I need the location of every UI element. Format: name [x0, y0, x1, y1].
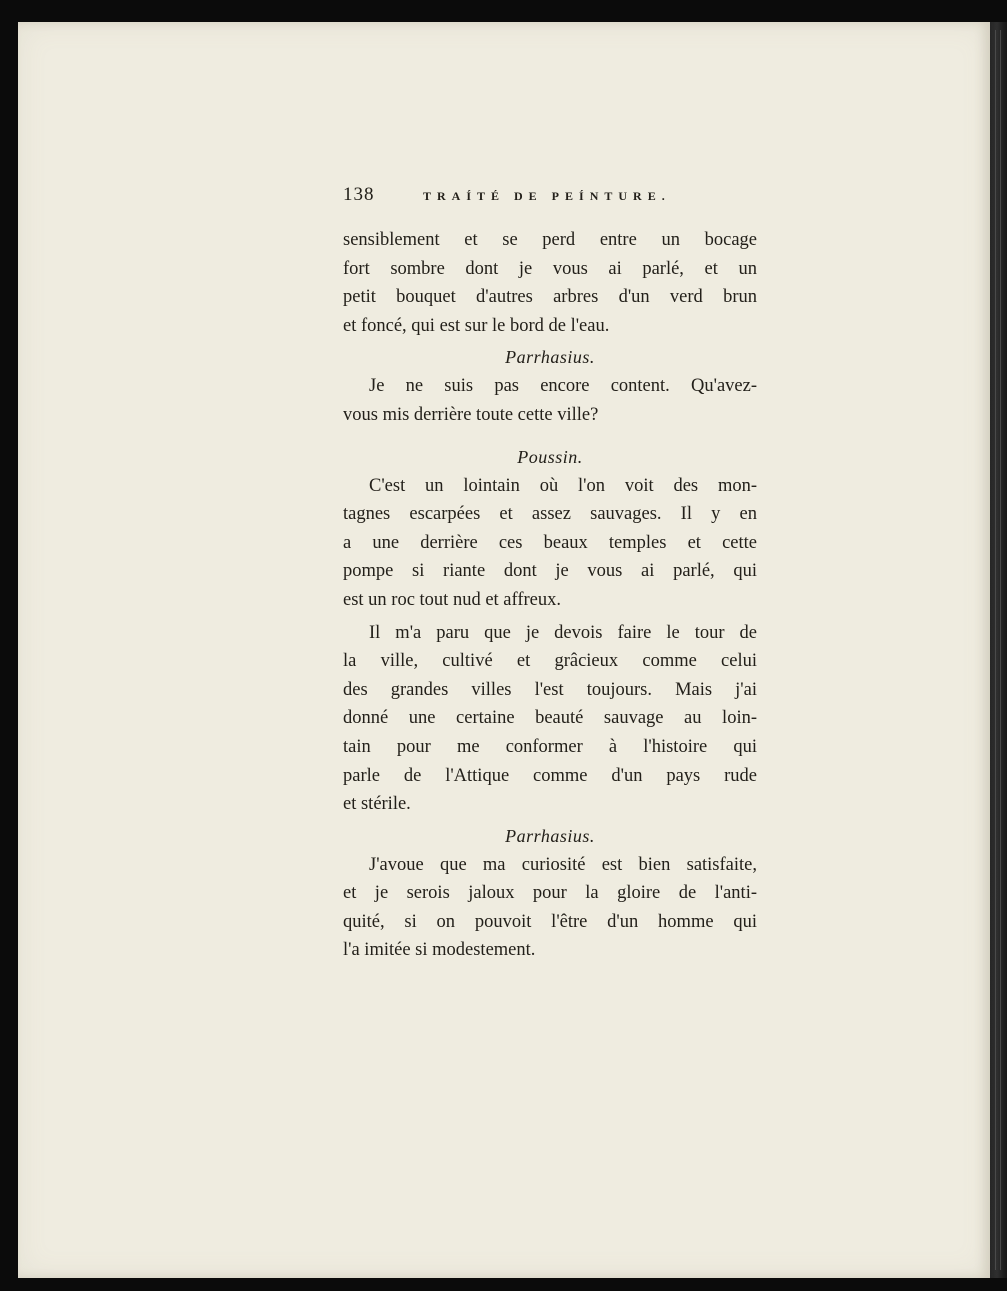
paragraph-2 [343, 372, 757, 429]
text-line: vous mis derrière toute cette ville? [343, 404, 599, 425]
page-edge-line [1000, 30, 1001, 1270]
text-line: sensiblement et se perd entre un bocage [343, 230, 757, 250]
running-title: TRAÍTÉ DE PEÍNTURE. [423, 189, 671, 203]
text-line: fort sombre dont je vous ai parlé, et un [343, 258, 757, 279]
text-line: et foncé, qui est sur le bord de l'eau. [343, 315, 610, 336]
page-edge [990, 22, 1007, 1278]
paragraph-4 [343, 619, 757, 819]
text-line: J'avoue que ma curiosité est bien satisfaite, [369, 854, 757, 875]
text-line: des grandes villes l'est toujours. Mais j'ai [343, 679, 757, 700]
page-edge-line [995, 30, 996, 1270]
text-line: l'a imitée si modestement. [343, 940, 536, 961]
page-number: 138 [343, 184, 375, 205]
text-line: pompe si riante dont je vous ai parlé, qui [343, 561, 757, 582]
text-line: a une derrière ces beaux temples et cette [343, 532, 757, 553]
speaker-name: Poussin. [517, 446, 583, 467]
text-line: la ville, cultivé et grâcieux comme celui [343, 651, 757, 672]
speaker-name: Parrhasius. [505, 347, 595, 368]
paragraph-5 [343, 851, 757, 965]
text-block [343, 184, 757, 965]
text-line: et stérile. [343, 794, 411, 815]
text-line: donné une certaine beauté sauvage au loin- [343, 708, 757, 729]
text-line: tagnes escarpées et assez sauvages. Il y en [343, 504, 757, 525]
text-line: C'est un lointain où l'on voit des mon- [369, 475, 757, 496]
text-line: et je serois jaloux pour la gloire de l'anti- [343, 883, 757, 904]
text-line: est un roc tout nud et affreux. [343, 589, 561, 610]
text-line: petit bouquet d'autres arbres d'un verd brun [343, 287, 757, 308]
text-line: Il m'a paru que je devois faire le tour de [369, 622, 757, 643]
paragraph-3 [343, 472, 757, 615]
text-line: tain pour me conformer à l'histoire qui [343, 736, 757, 757]
speaker-name: Parrhasius. [505, 825, 595, 846]
text-line: quité, si on pouvoit l'être d'un homme qui [343, 911, 757, 932]
running-head [343, 184, 757, 214]
text-line: Je ne suis pas encore content. Qu'avez- [369, 376, 757, 397]
text-line: parle de l'Attique comme d'un pays rude [343, 765, 757, 786]
paragraph-1 [343, 226, 757, 340]
